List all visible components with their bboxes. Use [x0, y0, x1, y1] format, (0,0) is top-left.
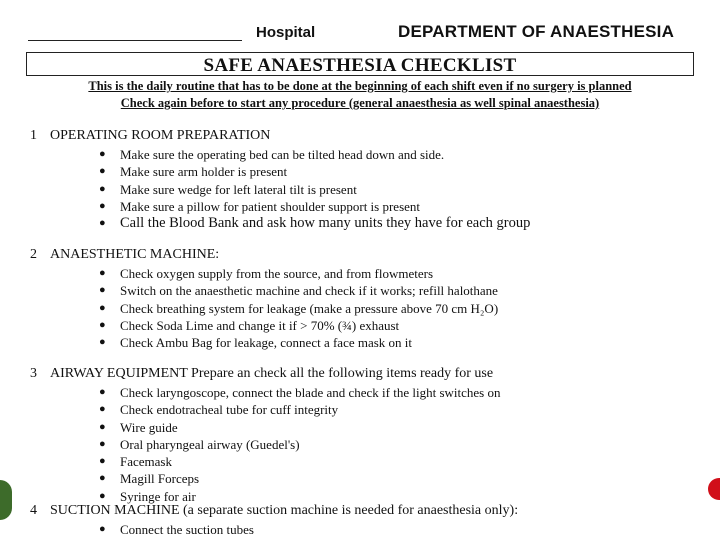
bullet-icon: ● [99, 199, 106, 212]
list-item: ● Magill Forceps [99, 471, 200, 487]
section-title: SUCTION MACHINE (a separate suction machine is needed for anaesthesia only): [50, 503, 519, 518]
section-title: ANAESTHETIC MACHINE: [50, 247, 220, 262]
bullet-icon: ● [99, 165, 106, 178]
bullet-icon: ● [99, 489, 106, 502]
list-item: ● Facemask [99, 454, 172, 470]
instruction-line-1: This is the daily routine that has to be done at the beginning of each shift even if no surgery is planned [88, 79, 632, 93]
bullet-icon: ● [99, 523, 106, 535]
list-item: ● Oral pharyngeal airway (Guedel's) [99, 436, 300, 452]
section-number: 4 [30, 503, 37, 518]
bullet-icon: ● [99, 284, 106, 297]
list-item: ● Call the Blood Bank and ask how many units they have for each group [99, 215, 531, 232]
list-item: ● Check Ambu Bag for leakage, connect a face mask on it [99, 335, 413, 351]
bullet-icon: ● [99, 455, 106, 468]
list-item: ● Switch on the anaesthetic machine and check if it works; refill halothane [99, 283, 498, 299]
department-title: DEPARTMENT OF ANAESTHESIA [398, 22, 675, 41]
section-number: 1 [30, 128, 37, 143]
bullet-icon: ● [99, 336, 106, 349]
section-items [0, 146, 720, 232]
bullet-icon: ● [99, 148, 106, 160]
instruction-line-2: Check again before to start any procedure (general anaesthesia as well spinal anaesthesia) [120, 96, 600, 110]
green-edge-decoration [0, 480, 12, 520]
bullet-icon: ● [99, 301, 106, 314]
list-item: ● Make sure a pillow for patient shoulder support is present [99, 198, 421, 214]
bullet-icon: ● [99, 437, 106, 450]
list-item: ● Make sure the operating bed can be tilted head down and side. [99, 147, 445, 162]
list-item: ● Check Soda Lime and change it if > 70% (¾) exhaust [99, 317, 400, 333]
section-title: OPERATING ROOM PREPARATION [50, 128, 271, 143]
bullet-icon: ● [99, 386, 106, 398]
bullet-icon: ● [99, 403, 106, 416]
checklist-title: SAFE ANAESTHESIA CHECKLIST [26, 52, 694, 76]
list-item: ● Connect the suction tubes [99, 522, 254, 537]
list-item: ● Check oxygen supply from the source, and from flowmeters [99, 266, 434, 281]
section-items [0, 384, 720, 505]
list-item: ● Check laryngoscope, connect the blade and check if the light switches on [99, 385, 501, 400]
section-number: 3 [30, 366, 37, 381]
hospital-label: Hospital [256, 24, 316, 41]
list-item: ● Check endotracheal tube for cuff integrity [99, 402, 339, 418]
bullet-icon: ● [99, 217, 106, 230]
hospital-name-blank [28, 40, 242, 41]
bullet-icon: ● [99, 267, 106, 279]
bullet-icon: ● [99, 182, 106, 195]
page-header [0, 0, 720, 50]
bullet-icon: ● [99, 472, 106, 485]
bullet-icon: ● [99, 420, 106, 433]
list-item: ● Make sure arm holder is present [99, 164, 288, 180]
section-number: 2 [30, 247, 37, 262]
list-item: ● Syringe for air [99, 488, 196, 504]
list-item: ● Check breathing system for leakage (make a pressure above 70 cm H₂O) [99, 300, 499, 316]
bullet-icon: ● [99, 318, 106, 331]
section-title: AIRWAY EQUIPMENT Prepare an check all the following items ready for use [50, 366, 494, 381]
section-items [0, 265, 720, 351]
section-items [0, 521, 720, 538]
list-item: ● Make sure wedge for left lateral tilt is present [99, 181, 357, 197]
list-item: ● Wire guide [99, 419, 178, 435]
